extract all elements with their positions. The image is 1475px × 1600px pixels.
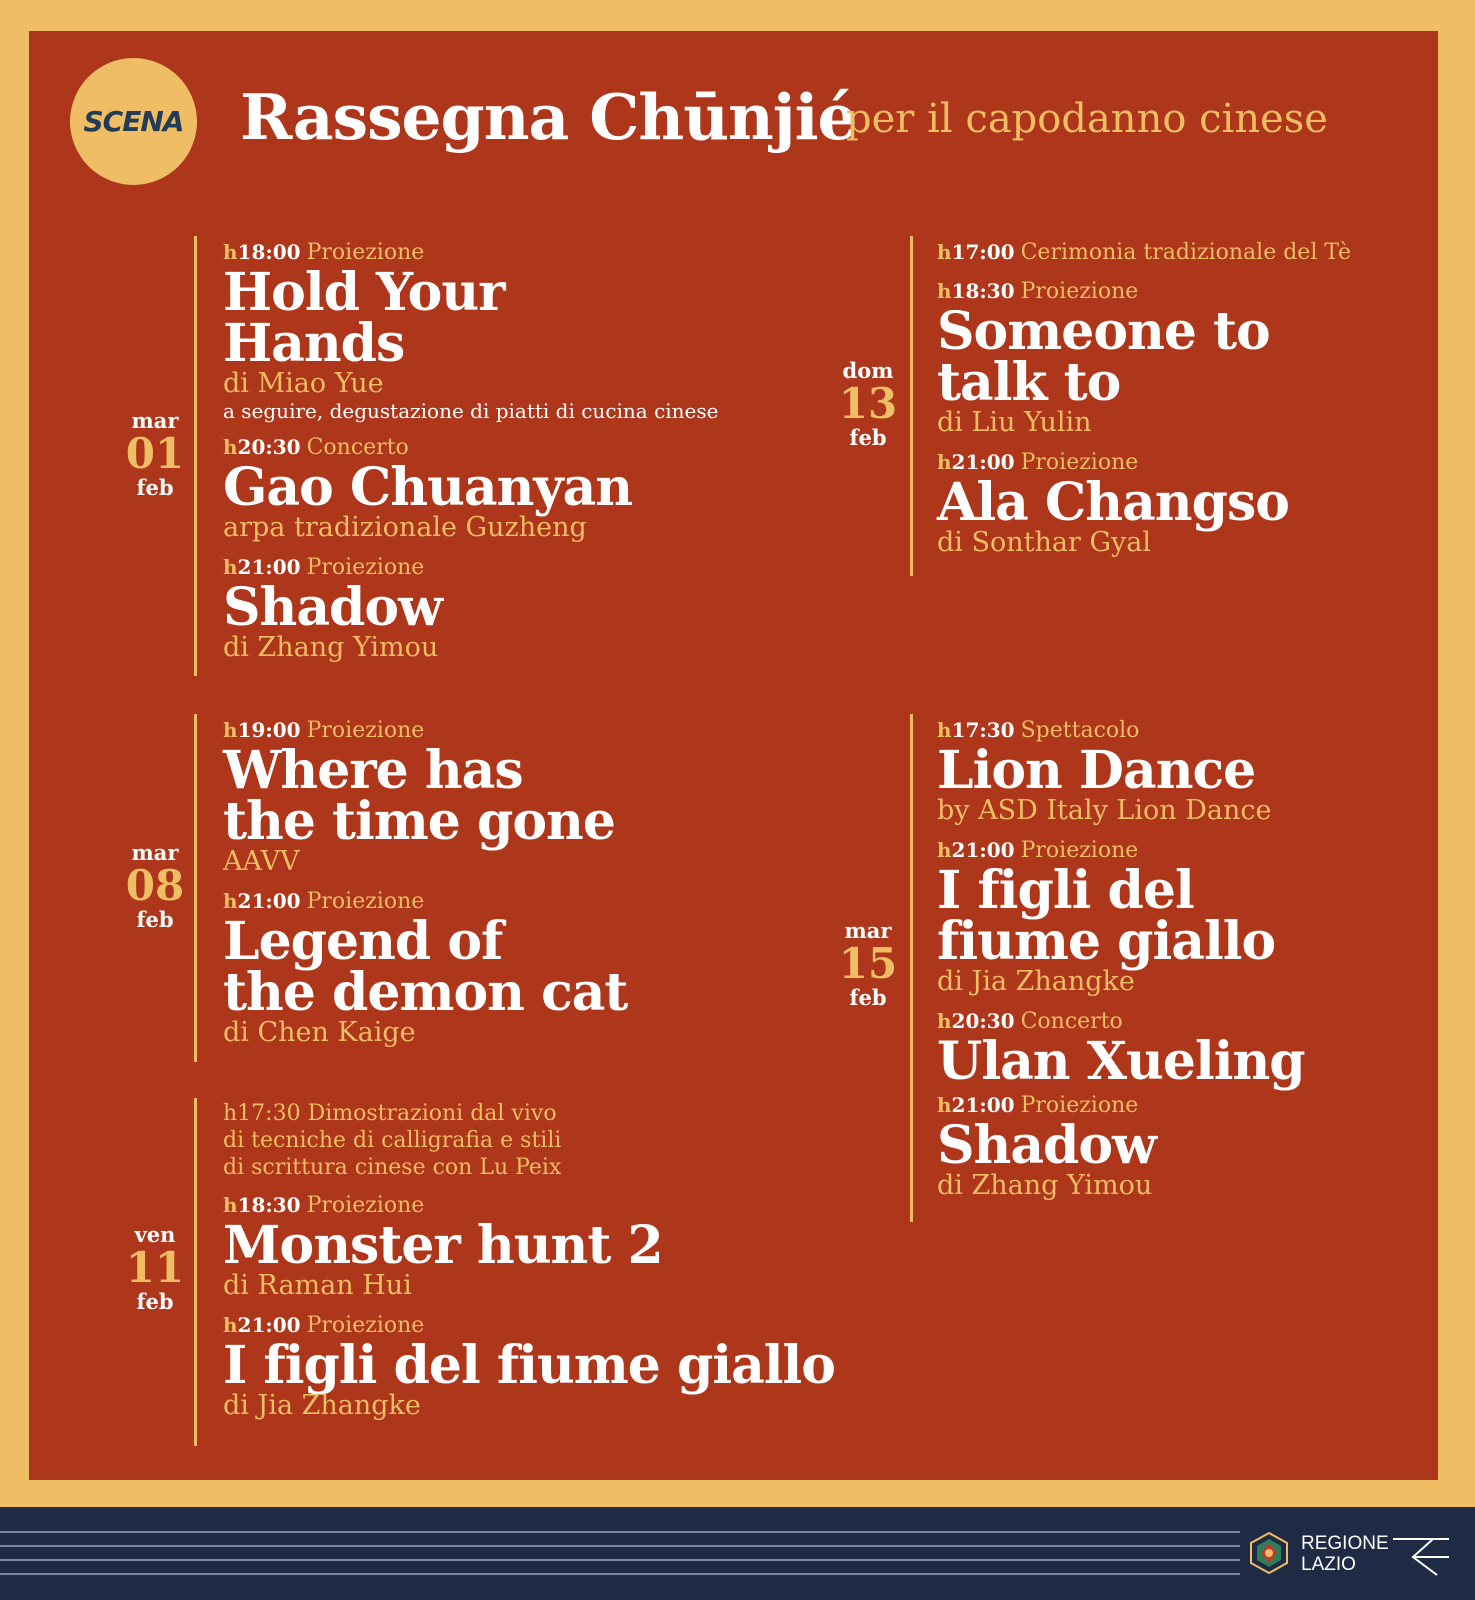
regione-lazio-text (1301, 1533, 1389, 1575)
event-title: I figli del (937, 860, 1194, 921)
event (937, 238, 1351, 267)
weekday: ven (134, 1222, 176, 1247)
weekday: mar (844, 918, 892, 943)
event-author: by ASD Italy Lion Dance (937, 795, 1272, 826)
day-divider (910, 236, 913, 576)
event (223, 1100, 835, 1181)
day-divider (194, 236, 197, 676)
event-author: di Sonthar Gyal (937, 527, 1152, 558)
event-time: h18:00 Proiezione (223, 240, 425, 265)
event-title: Shadow (223, 577, 442, 638)
footer-stripe (0, 1573, 1240, 1575)
month: feb (849, 985, 887, 1010)
scena-logo (70, 58, 197, 185)
event-title: Where has (223, 740, 523, 801)
event-title: Someone to (937, 301, 1270, 362)
month: feb (849, 425, 887, 450)
date-block-11-feb (105, 1222, 205, 1314)
event-time: h20:30 Concerto (223, 435, 409, 460)
month: feb (136, 907, 174, 932)
date-block-01-feb (105, 408, 205, 500)
event-time: h21:00 Proiezione (223, 889, 425, 914)
region-line-1: REGIONE (1301, 1533, 1389, 1554)
event-time: h18:30 Proiezione (937, 279, 1139, 304)
event-title: Hold Your (223, 262, 505, 323)
weekday: dom (842, 358, 894, 383)
logo-text: SCENA (83, 105, 184, 138)
event (937, 1007, 1305, 1092)
event (223, 716, 627, 877)
event-title: talk to (937, 352, 1121, 413)
date-block-08-feb (105, 840, 205, 932)
footer-stripe (0, 1559, 1240, 1561)
weekday: mar (131, 840, 179, 865)
event-author: di Miao Yue (223, 368, 384, 399)
event-time: h21:00 Proiezione (223, 555, 425, 580)
event-title: Ulan Xueling (937, 1031, 1305, 1092)
event-title: Legend of (223, 911, 503, 972)
event-title: fiume giallo (937, 911, 1276, 972)
event-author: di Zhang Yimou (937, 1170, 1153, 1201)
event-description: di scrittura cinese con Lu Peix (223, 1155, 562, 1180)
event-time: h21:00 Proiezione (937, 450, 1139, 475)
day-number: 01 (125, 429, 185, 478)
day-number: 11 (125, 1243, 185, 1292)
event-author: di Jia Zhangke (937, 966, 1135, 997)
event (223, 887, 627, 1048)
region-line-2: LAZIO (1301, 1554, 1356, 1575)
regione-lazio-logo (1245, 1525, 1455, 1585)
event-time: h20:30 Concerto (937, 1009, 1123, 1034)
event-title: Shadow (937, 1115, 1156, 1176)
date-block-15-feb (818, 918, 918, 1010)
event (223, 433, 719, 543)
chevron-lines-icon (1393, 1531, 1449, 1577)
event-author: di Chen Kaige (223, 1017, 416, 1048)
event-time: h21:00 Proiezione (937, 1093, 1139, 1118)
day-number: 08 (125, 861, 185, 910)
event-time: h17:00 Cerimonia tradizionale del Tè (937, 240, 1351, 265)
event (937, 836, 1305, 997)
month: feb (136, 1289, 174, 1314)
event-author: di Jia Zhangke (223, 1390, 421, 1421)
event-title: Lion Dance (937, 740, 1256, 801)
day-divider (194, 714, 197, 1062)
event-time: h21:00 Proiezione (223, 1313, 425, 1338)
day-events-13 (937, 238, 1351, 568)
regione-lazio-emblem-icon (1247, 1531, 1291, 1575)
event-title: Ala Changso (937, 472, 1289, 533)
event (223, 238, 719, 423)
day-events-01 (223, 238, 719, 673)
event-note: a seguire, degustazione di piatti di cucina cinese (223, 399, 719, 423)
event (937, 277, 1351, 438)
event-author: arpa tradizionale Guzheng (223, 512, 587, 543)
event-title: Gao Chuanyan (223, 457, 633, 518)
event-title: Monster hunt 2 (223, 1215, 663, 1276)
day-number: 13 (838, 379, 898, 428)
weekday: mar (131, 408, 179, 433)
event-time: h21:00 Proiezione (937, 838, 1139, 863)
day-events-08 (223, 716, 627, 1058)
event (937, 1091, 1305, 1201)
day-events-11 (223, 1100, 835, 1431)
event (223, 1311, 835, 1421)
event-title: I figli del fiume giallo (223, 1335, 835, 1396)
day-divider (910, 714, 913, 1222)
event-description: h17:30 Dimostrazioni dal vivo (223, 1101, 557, 1126)
page-title: Rassegna Chūnjié (240, 80, 857, 154)
event (223, 553, 719, 663)
event-title: the time gone (223, 791, 615, 852)
event-author: di Liu Yulin (937, 407, 1092, 438)
day-events-15 (937, 716, 1305, 1211)
event-author: AAVV (223, 846, 300, 877)
event-time: h18:30 Proiezione (223, 1193, 425, 1218)
event-author: di Zhang Yimou (223, 632, 439, 663)
footer-stripe (0, 1531, 1240, 1533)
event-title: the demon cat (223, 962, 628, 1023)
event-author: di Raman Hui (223, 1270, 412, 1301)
date-block-13-feb (818, 358, 918, 450)
event-time: h19:00 Proiezione (223, 718, 425, 743)
day-divider (194, 1098, 197, 1446)
footer-stripe (0, 1545, 1240, 1547)
event-time: h17:30 Spettacolo (937, 718, 1140, 743)
day-number: 15 (838, 939, 898, 988)
event (223, 1191, 835, 1301)
event-description: di tecniche di calligrafia e stili (223, 1128, 562, 1153)
month: feb (136, 475, 174, 500)
event-title: Hands (223, 313, 405, 374)
page-subtitle: per il capodanno cinese (846, 96, 1328, 142)
event (937, 448, 1351, 558)
event (937, 716, 1305, 826)
